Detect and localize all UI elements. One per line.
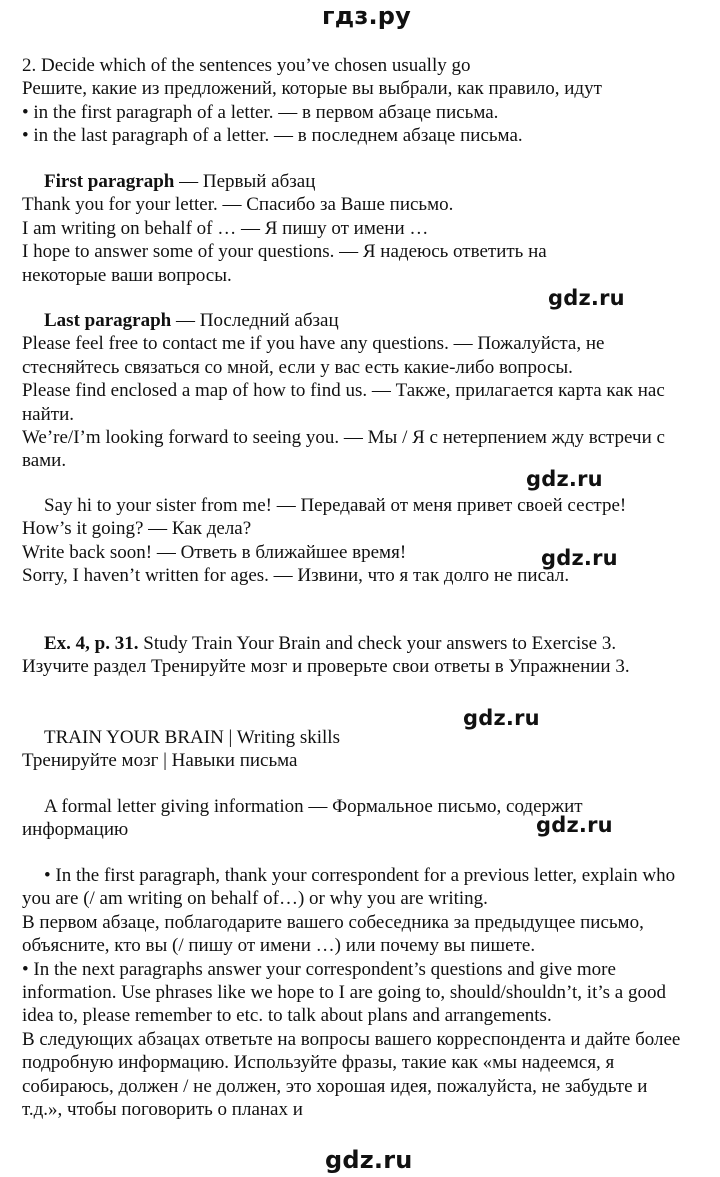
- exercise-text: Study Train Your Brain and check your answers to Exercise 3.: [138, 633, 617, 654]
- exercise-translation: Изучите раздел Тренируйте мозг и проверьте свои ответы в Упражнении 3.: [22, 656, 630, 678]
- phrase-line: I am writing on behalf of … — Я пишу от имени …: [22, 217, 429, 239]
- bullet-en: • In the first paragraph, thank your correspondent for a previous letter, explain who you are (/ am writing on behalf of…) or why you are writing.: [22, 865, 676, 910]
- watermark: gdz.ru: [548, 286, 625, 310]
- tyb-title: TRAIN YOUR BRAIN | Writing skills: [44, 727, 340, 748]
- watermark: gdz.ru: [463, 706, 540, 730]
- first-paragraph-heading: [22, 170, 712, 193]
- intro-block: [22, 54, 712, 148]
- last-paragraph-block: [22, 309, 712, 473]
- heading-rest: — Первый абзац: [174, 171, 316, 192]
- phrase-line: I hope to answer some of your questions. — Я надеюсь ответить на некоторые ваши вопросы.: [22, 241, 547, 286]
- exercise-4-title: [22, 632, 712, 655]
- heading-bold: Last paragraph: [44, 310, 172, 331]
- last-paragraph-heading: [22, 309, 712, 332]
- heading-rest: — Последний абзац: [171, 310, 339, 331]
- phrase-line: Write back soon! — Ответь в ближайшее время!: [22, 541, 407, 563]
- bullets-block: [22, 864, 712, 1121]
- intro-line: • in the last paragraph of a letter. — в последнем абзаце письма.: [22, 125, 523, 147]
- first-paragraph-block: [22, 170, 712, 287]
- intro-line: • in the first paragraph of a letter. — в первом абзаце письма.: [22, 101, 499, 123]
- watermark: gdz.ru: [536, 813, 613, 837]
- bullet-ru: В первом абзаце, поблагодарите вашего собеседника за предыдущее письмо, объясните, кто вы (/ пишу от имени …) или почему вы пишете.: [22, 911, 644, 957]
- phrase-line: Sorry, I haven’t written for ages. — Извини, что я так долго не писал.: [22, 565, 570, 587]
- watermark: gdz.ru: [526, 467, 603, 491]
- intro-line: 2. Decide which of the sentences you’ve chosen usually go: [22, 55, 471, 76]
- watermark-top: гдз.ру: [322, 2, 412, 30]
- phrase-line: How’s it going? — Как дела?: [22, 518, 252, 540]
- watermark-bottom: gdz.ru: [325, 1146, 413, 1174]
- exercise-4-block: [22, 632, 712, 679]
- intro-line: Решите, какие из предложений, которые вы выбрали, как правило, идут: [22, 78, 602, 100]
- phrase-line: Thank you for your letter. — Спасибо за Ваше письмо.: [22, 194, 454, 216]
- train-your-brain-block: [22, 726, 712, 773]
- phrase-line: Please feel free to contact me if you have any questions. — Пожалуйста, не стесняйтесь связаться со мной, если у вас есть какие-либо вопросы.: [22, 333, 605, 378]
- tyb-translation: Тренируйте мозг | Навыки письма: [22, 750, 298, 772]
- informal-block: [22, 494, 712, 588]
- bullet-ru: В следующих абзацах ответьте на вопросы вашего корреспондента и дайте более подробную информацию. Используйте фразы, такие как «мы надеемся, я собираюсь, должен / не должен, это хорошая идея, пожалуйста, не забудьте и т.д.», чтобы поговорить о планах и: [22, 1028, 681, 1121]
- bullet-en: • In the next paragraphs answer your correspondent’s questions and give more information. Use phrases like we hope to I are going to, should/shouldn’t, it’s a good idea to, please remember to etc. to talk about plans and arrangements.: [22, 958, 666, 1027]
- phrase-line: Say hi to your sister from me! — Передавай от меня привет своей сестре!: [44, 495, 627, 516]
- watermark: gdz.ru: [541, 546, 618, 570]
- formal-letter-line: A formal letter giving information — Формальное письмо, содержит информацию: [22, 796, 583, 841]
- phrase-line: Please find enclosed a map of how to find us. — Также, прилагается карта как нас найти.: [22, 380, 665, 425]
- exercise-label: Ex. 4, p. 31.: [44, 633, 139, 654]
- heading-bold: First paragraph: [44, 171, 175, 192]
- phrase-line: We’re/I’m looking forward to seeing you. — Мы / Я с нетерпением жду встречи с вами.: [22, 427, 665, 472]
